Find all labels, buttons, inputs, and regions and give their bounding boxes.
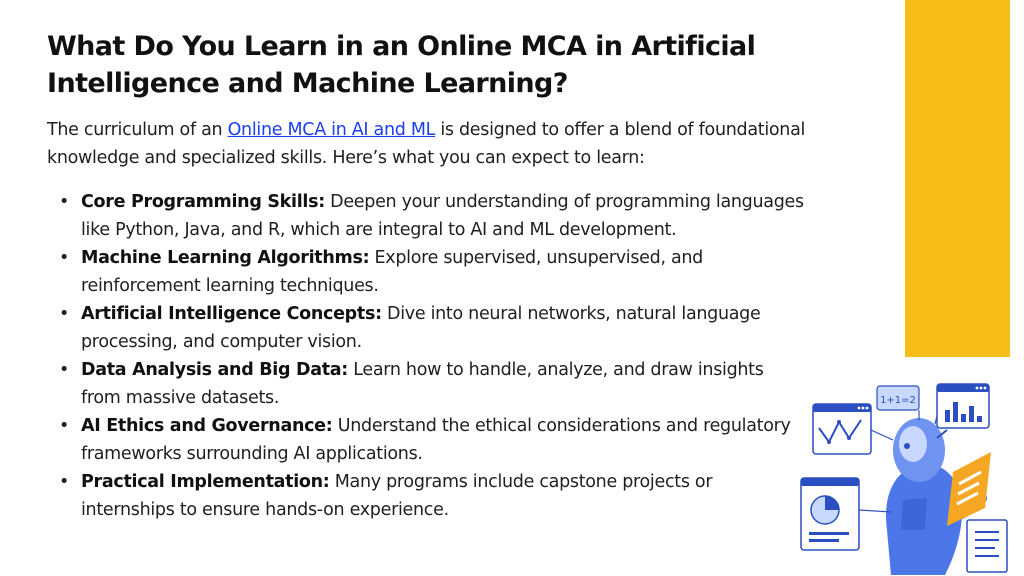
topic-description: Dive into neural networks, natural language processing, and computer vision. xyxy=(81,304,761,352)
topic-title: Practical Implementation: xyxy=(81,472,330,492)
topic-title: Machine Learning Algorithms: xyxy=(81,248,370,268)
list-item xyxy=(47,468,807,524)
topic-title: Artificial Intelligence Concepts: xyxy=(81,304,382,324)
bar-chart-icon xyxy=(937,384,989,428)
topic-description: Explore supervised, unsupervised, and reinforcement learning techniques. xyxy=(81,248,703,296)
intro-paragraph xyxy=(47,116,847,172)
formula-card-icon xyxy=(877,386,919,410)
pie-chart-icon xyxy=(801,478,859,550)
topic-description: Deepen your understanding of programming languages like Python, Java, and R, which are integral to AI and ML development. xyxy=(81,192,804,240)
learning-topics-list xyxy=(47,188,807,524)
robot-illustration xyxy=(795,380,1020,575)
topic-description: Understand the ethical considerations and regulatory frameworks surrounding AI applications. xyxy=(81,416,791,464)
list-item xyxy=(47,188,807,244)
main-content xyxy=(47,28,847,524)
topic-description: Many programs include capstone projects or internships to ensure hands-on experience. xyxy=(81,472,713,520)
intro-text-start: The curriculum of an xyxy=(47,120,228,140)
intro-text-end: is designed to offer a blend of foundational knowledge and specialized skills. Here’s what you can expect to learn: xyxy=(47,120,806,168)
bullet: • xyxy=(59,192,70,212)
document-icon xyxy=(967,520,1007,572)
bullet: • xyxy=(59,360,70,380)
list-item xyxy=(47,244,807,300)
topic-title: Data Analysis and Big Data: xyxy=(81,360,348,380)
accent-bar xyxy=(905,0,1010,357)
bullet: • xyxy=(59,416,70,436)
list-item xyxy=(47,356,807,412)
formula-text: 1+1=2 xyxy=(880,395,916,406)
bullet: • xyxy=(59,248,70,268)
document-panel-icon xyxy=(947,452,991,526)
list-item xyxy=(47,412,807,468)
bullet: • xyxy=(59,472,70,492)
page-title: What Do You Learn in an Online MCA in Artificial Intelligence and Machine Learning? xyxy=(47,31,756,99)
online-mca-link[interactable]: Online MCA in AI and ML xyxy=(227,120,436,140)
topic-title: AI Ethics and Governance: xyxy=(81,416,333,436)
line-chart-icon xyxy=(813,404,871,454)
topic-description: Learn how to handle, analyze, and draw insights from massive datasets. xyxy=(81,360,764,408)
bullet: • xyxy=(59,304,70,324)
topic-title: Core Programming Skills: xyxy=(81,192,325,212)
list-item xyxy=(47,300,807,356)
